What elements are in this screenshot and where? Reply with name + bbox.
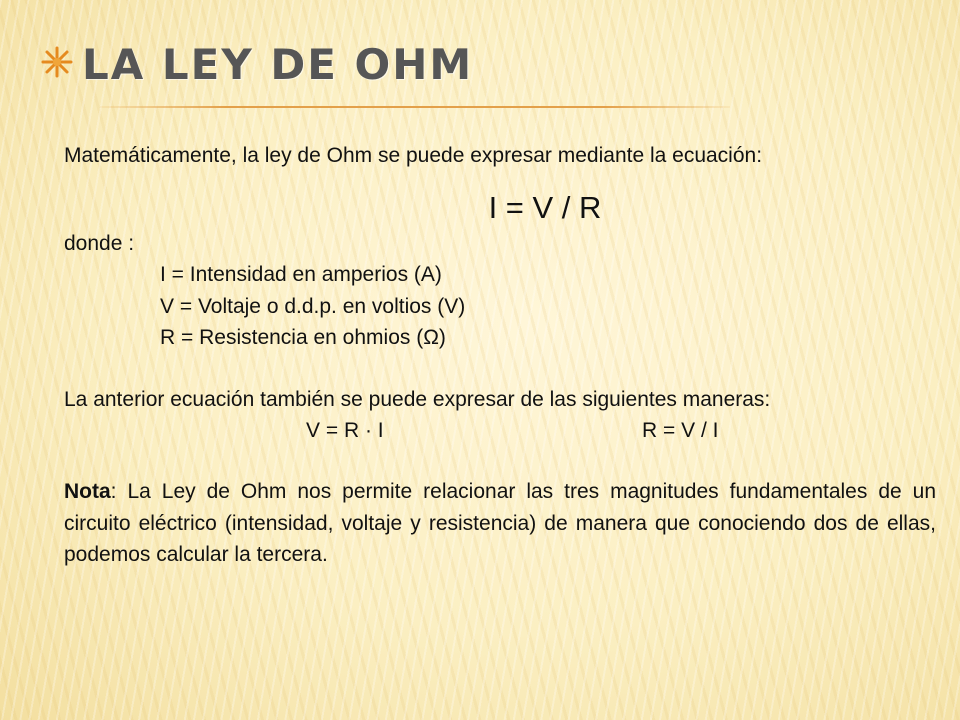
intro-paragraph: Matemáticamente, la ley de Ohm se puede expresar mediante la ecuación: <box>64 144 763 167</box>
title-divider <box>100 106 730 108</box>
note-text: : La Ley de Ohm nos permite relacionar las tres magnitudes fundamentales de un circuito eléctrico (intensidad, voltaje y resistencia) de manera que conociendo dos de ellas, podemos calcular la tercera. <box>64 480 936 567</box>
slide-title: LA LEY DE OHM <box>82 40 474 89</box>
definition-voltage: V = Voltaje o d.d.p. en voltios (V) <box>160 294 466 318</box>
equation-resistance: R = V / I <box>642 419 719 443</box>
definition-resistance: R = Resistencia en ohmios (Ω) <box>160 326 446 350</box>
main-equation: I = V / R <box>488 189 602 225</box>
alternative-equations <box>64 415 936 446</box>
orange-star-bullet-icon <box>40 45 74 79</box>
alternatives-paragraph: La anterior ecuación también se puede expresar de las siguientes maneras: <box>64 387 771 411</box>
definition-intensity: I = Intensidad en amperios (A) <box>160 263 442 287</box>
donde-label: donde : <box>64 231 135 255</box>
equation-voltage: V = R · I <box>306 419 384 443</box>
note-paragraph <box>64 476 936 571</box>
slide-body <box>64 140 936 571</box>
note-label: Nota <box>64 480 111 504</box>
